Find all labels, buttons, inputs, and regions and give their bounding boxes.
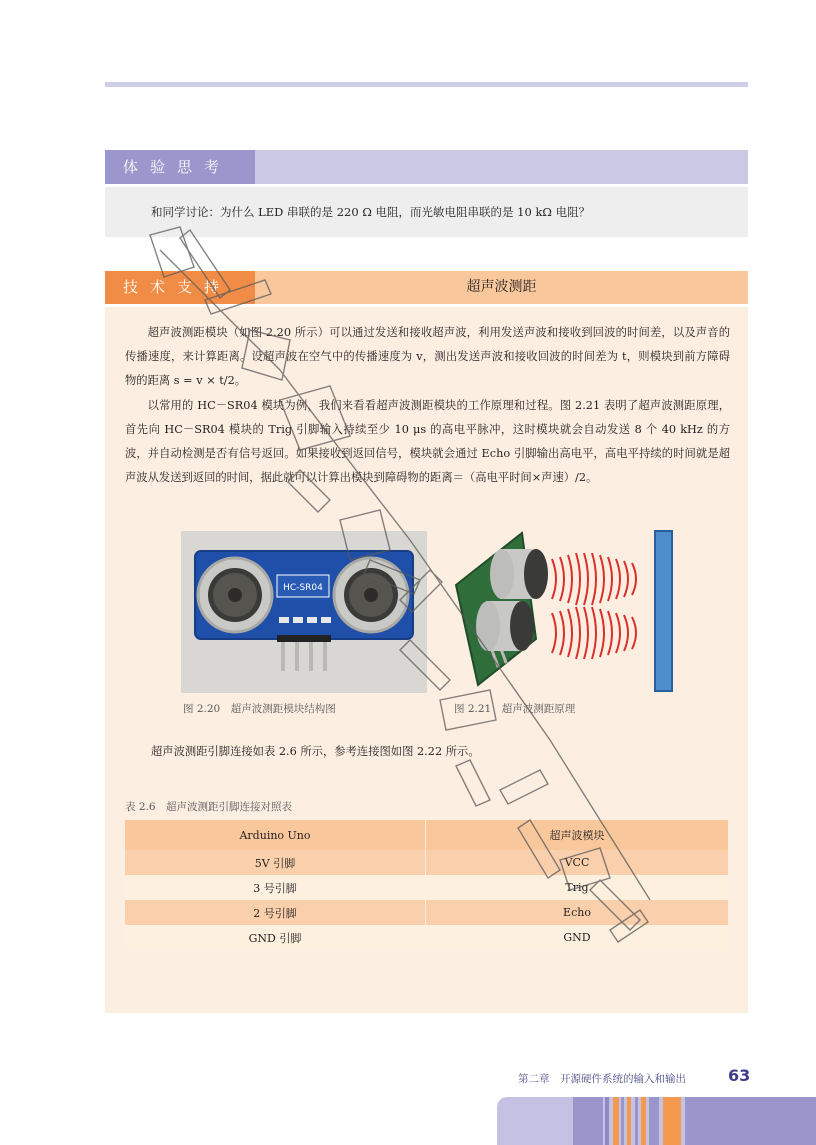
tech-support-title: 超声波测距 — [466, 279, 537, 295]
paragraph-2: 以常用的 HC－SR04 模块为例，我们来看看超声波测距模块的工作原理和过程。图 2.21 表明了超声波测距原理，首先向 HC－SR04 模块的 Trig 引脚输入持续至少 10 μs 的高电平脉冲，这时模块就会自动发送 8 个 40 kHz 的方波，并自动检测是否有信号返回。如果接收到返回信号，模块就会通过 Echo 引脚输出高电平，高电平持续的时间就是超声波从发送到返回的时间，据此就可以计算出模块到障碍物的距离＝（高电平时间×声速）/2。 — [125, 398, 730, 485]
table-row — [125, 900, 729, 925]
ultrasonic-module-photo — [181, 531, 427, 693]
tech-support-header — [105, 271, 748, 304]
table-row — [125, 875, 729, 900]
thinking-section-body — [105, 187, 748, 237]
figure-2-21-caption: 图 2.21 超声波测距原理 — [454, 703, 576, 715]
top-rule — [105, 82, 748, 87]
page-number: 63 — [728, 1066, 751, 1085]
intro-paragraphs — [125, 321, 730, 490]
tech-support-tag: 技术支持 — [105, 271, 255, 304]
table-title: 表 2.6 超声波测距引脚连接对照表 — [125, 801, 293, 813]
thinking-section-header — [105, 150, 748, 184]
tech-support-body — [105, 307, 748, 1013]
ranging-principle-diagram — [452, 529, 674, 694]
table-cell: 5V 引脚 — [125, 850, 426, 875]
table-header-cell: 超声波模块 — [426, 820, 729, 850]
table-row — [125, 925, 729, 950]
figure-2-20-caption: 图 2.20 超声波测距模块结构图 — [183, 703, 336, 715]
table-cell: Echo — [426, 900, 729, 925]
table-cell: GND 引脚 — [125, 925, 426, 950]
pin-note: 超声波测距引脚连接如表 2.6 所示，参考连接图如图 2.22 所示。 — [151, 745, 480, 758]
table-cell: VCC — [426, 850, 729, 875]
pin-note-paragraph — [151, 740, 711, 764]
table-cell: Trig — [426, 875, 729, 900]
chapter-footer: 第二章 开源硬件系统的输入和输出 — [518, 1073, 686, 1085]
table-cell: 2 号引脚 — [125, 900, 426, 925]
table-row — [125, 850, 729, 875]
table-cell: 3 号引脚 — [125, 875, 426, 900]
table-header-row — [125, 820, 729, 850]
thinking-section-tag: 体验思考 — [105, 150, 255, 184]
pin-connection-table — [125, 820, 729, 950]
paragraph-1: 超声波测距模块（如图 2.20 所示）可以通过发送和接收超声波，利用发送声波和接收到回波的时间差，以及声音的传播速度，来计算距离。设超声波在空气中的传播速度为 v，测出发送声波和接收回波的时间差为 t，则模块到前方障碍物的距离 s = v × t/2。 — [125, 326, 730, 388]
thinking-question: 和同学讨论：为什么 LED 串联的是 220 Ω 电阻，而光敏电阻串联的是 10 kΩ 电阻？ — [151, 205, 591, 219]
footer-color-bar — [497, 1097, 816, 1145]
table-header-cell: Arduino Uno — [125, 820, 426, 850]
module-silkscreen-label: HC-SR04 — [283, 583, 323, 593]
table-cell: GND — [426, 925, 729, 950]
